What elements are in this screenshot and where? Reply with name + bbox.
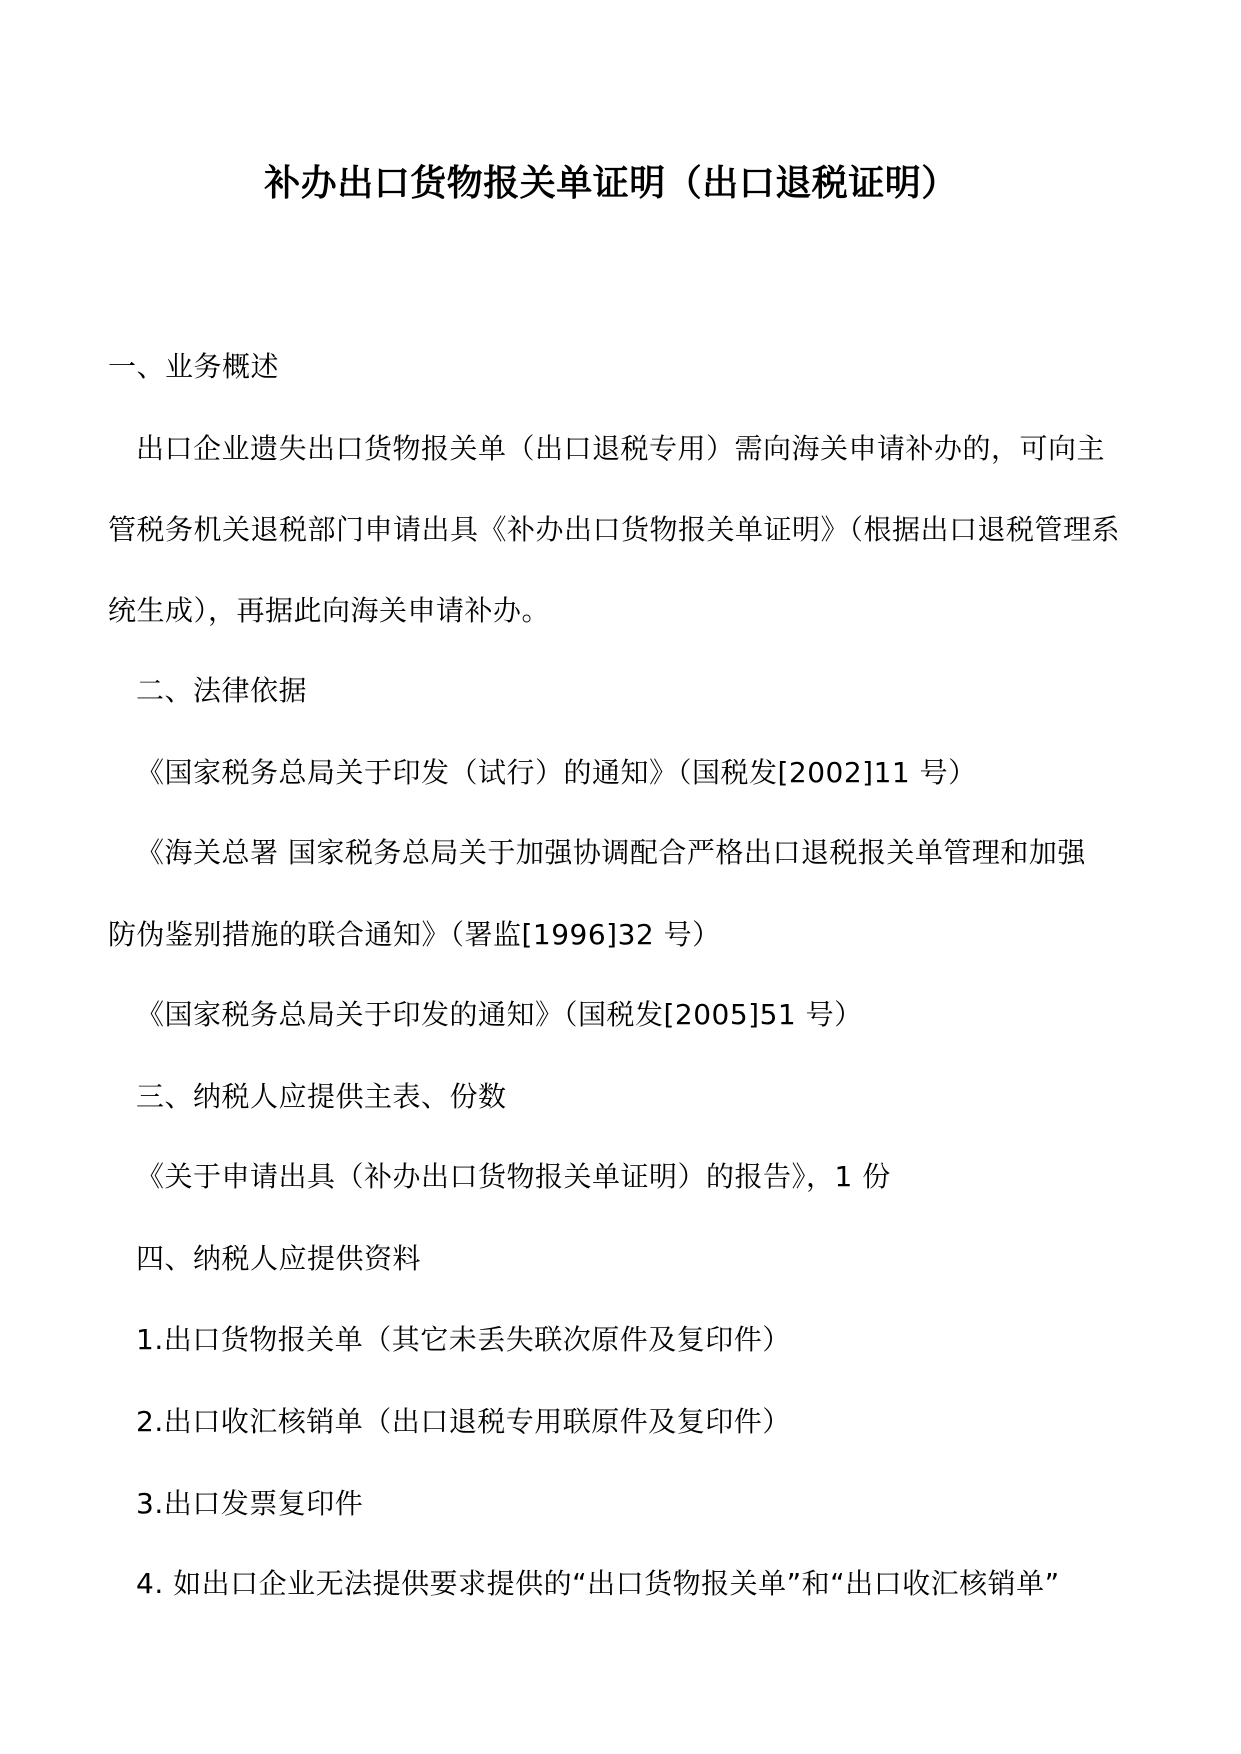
document-title: 补办出口货物报关单证明（出口退税证明） [264,163,958,204]
paragraph-line: 统生成），再据此向海关申请补办。 [108,594,551,627]
list-item: 2.出口收汇核销单（出口退税专用联原件及复印件） [136,1405,791,1438]
list-item: 《关于申请出具（补办出口货物报关单证明）的报告》，1 份 [136,1160,891,1193]
legal-reference-line: 《国家税务总局关于印发（试行）的通知》（国税发[2002]11 号） [136,756,977,789]
paragraph-line: 出口企业遗失出口货物报关单（出口退税专用）需向海关申请补办的，可向主 [136,432,1106,465]
legal-reference-line: 防伪鉴别措施的联合通知》（署监[1996]32 号） [108,918,721,951]
legal-reference-line: 《海关总署 国家税务总局关于加强协调配合严格出口退税报关单管理和加强 [136,836,1086,869]
section-heading-overview: 一、业务概述 [108,350,280,383]
list-item: 4. 如出口企业无法提供要求提供的“出口货物报关单”和“出口收汇核销单” [136,1567,1060,1600]
list-item: 3.出口发票复印件 [136,1487,364,1520]
list-item: 1.出口货物报关单（其它未丢失联次原件及复印件） [136,1323,791,1356]
legal-reference-line: 《国家税务总局关于印发的通知》（国税发[2005]51 号） [136,998,863,1031]
paragraph-line: 管税务机关退税部门申请出具《补办出口货物报关单证明》（根据出口退税管理系 [108,513,1121,546]
section-heading-legal-basis: 二、法律依据 [136,674,308,707]
section-heading-main-forms: 三、纳税人应提供主表、份数 [136,1080,507,1113]
section-heading-materials: 四、纳税人应提供资料 [136,1242,422,1275]
